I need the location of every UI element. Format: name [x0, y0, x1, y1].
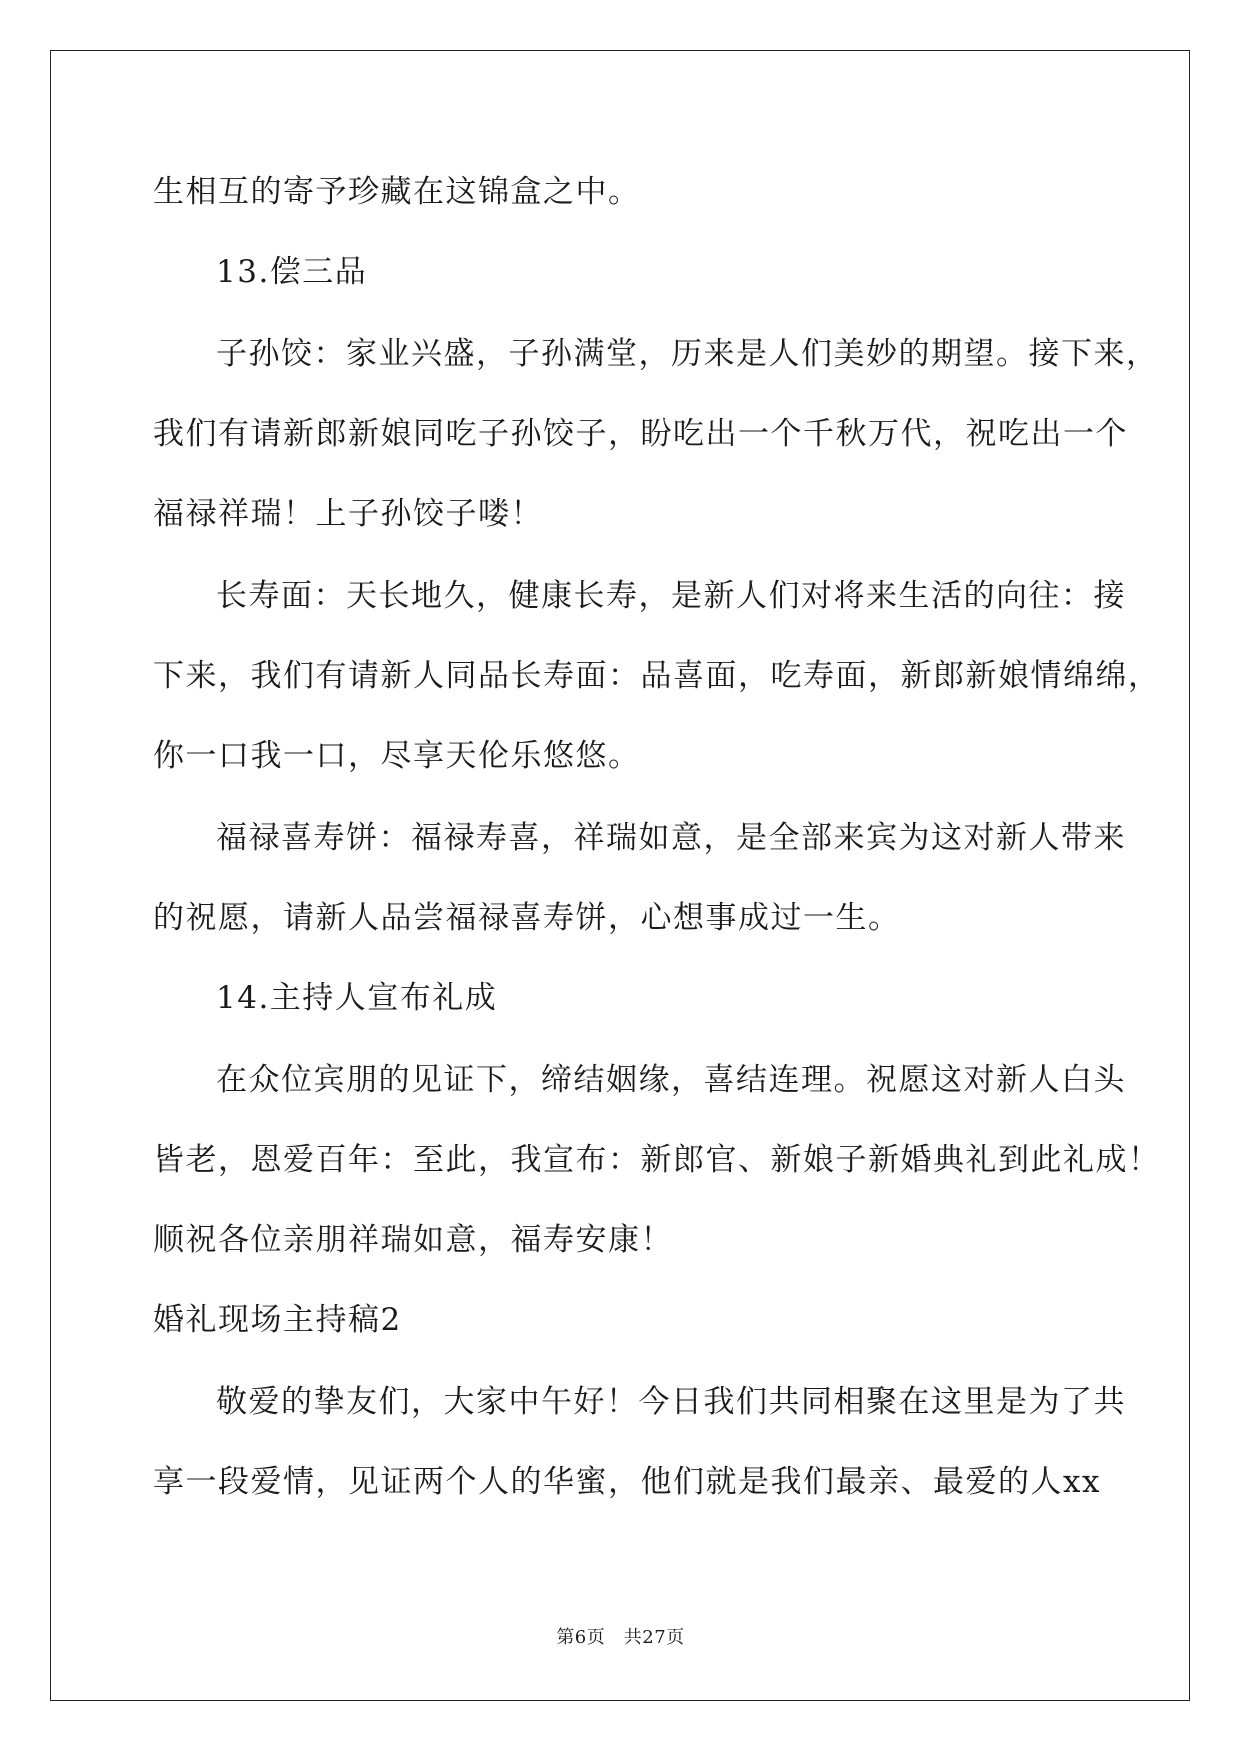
document-title: 婚礼现场主持稿2 — [153, 1302, 402, 1338]
text-line: 子孙饺：家业兴盛，子孙满堂，历来是人们美妙的期望。接下来， — [216, 336, 1159, 372]
text-line: 顺祝各位亲朋祥瑞如意，福寿安康！ — [153, 1222, 673, 1258]
text-line: 在众位宾朋的见证下，缔结姻缘，喜结连理。祝愿这对新人白头 — [216, 1062, 1126, 1098]
text-line: 长寿面：天长地久，健康长寿，是新人们对将来生活的向往：接 — [216, 578, 1126, 614]
text-line: 皆老，恩爱百年：至此，我宣布：新郎官、新娘子新婚典礼到此礼成！ — [153, 1142, 1161, 1178]
page-border — [50, 50, 1190, 1701]
text-line: 敬爱的挚友们，大家中午好！今日我们共同相聚在这里是为了共 — [216, 1384, 1126, 1420]
text-line: 生相互的寄予珍藏在这锦盒之中。 — [153, 174, 641, 210]
text-line: 下来，我们有请新人同品长寿面：品喜面，吃寿面，新郎新娘情绵绵， — [153, 658, 1161, 694]
text-line: 享一段爱情，见证两个人的华蜜，他们就是我们最亲、最爱的人xx — [153, 1464, 1101, 1500]
text-line: 你一口我一口，尽享天伦乐悠悠。 — [153, 738, 641, 774]
text-line: 福禄祥瑞！上子孙饺子喽！ — [153, 496, 543, 532]
section-heading: 13.偿三品 — [216, 254, 368, 290]
text-line: 福禄喜寿饼：福禄寿喜，祥瑞如意，是全部来宾为这对新人带来 — [216, 820, 1126, 856]
page-number: 第6页 共27页 — [556, 1627, 685, 1648]
text-line: 的祝愿，请新人品尝福禄喜寿饼，心想事成过一生。 — [153, 900, 901, 936]
section-heading: 14.主持人宣布礼成 — [216, 980, 498, 1016]
text-line: 我们有请新郎新娘同吃子孙饺子，盼吃出一个千秋万代，祝吃出一个 — [153, 416, 1128, 452]
